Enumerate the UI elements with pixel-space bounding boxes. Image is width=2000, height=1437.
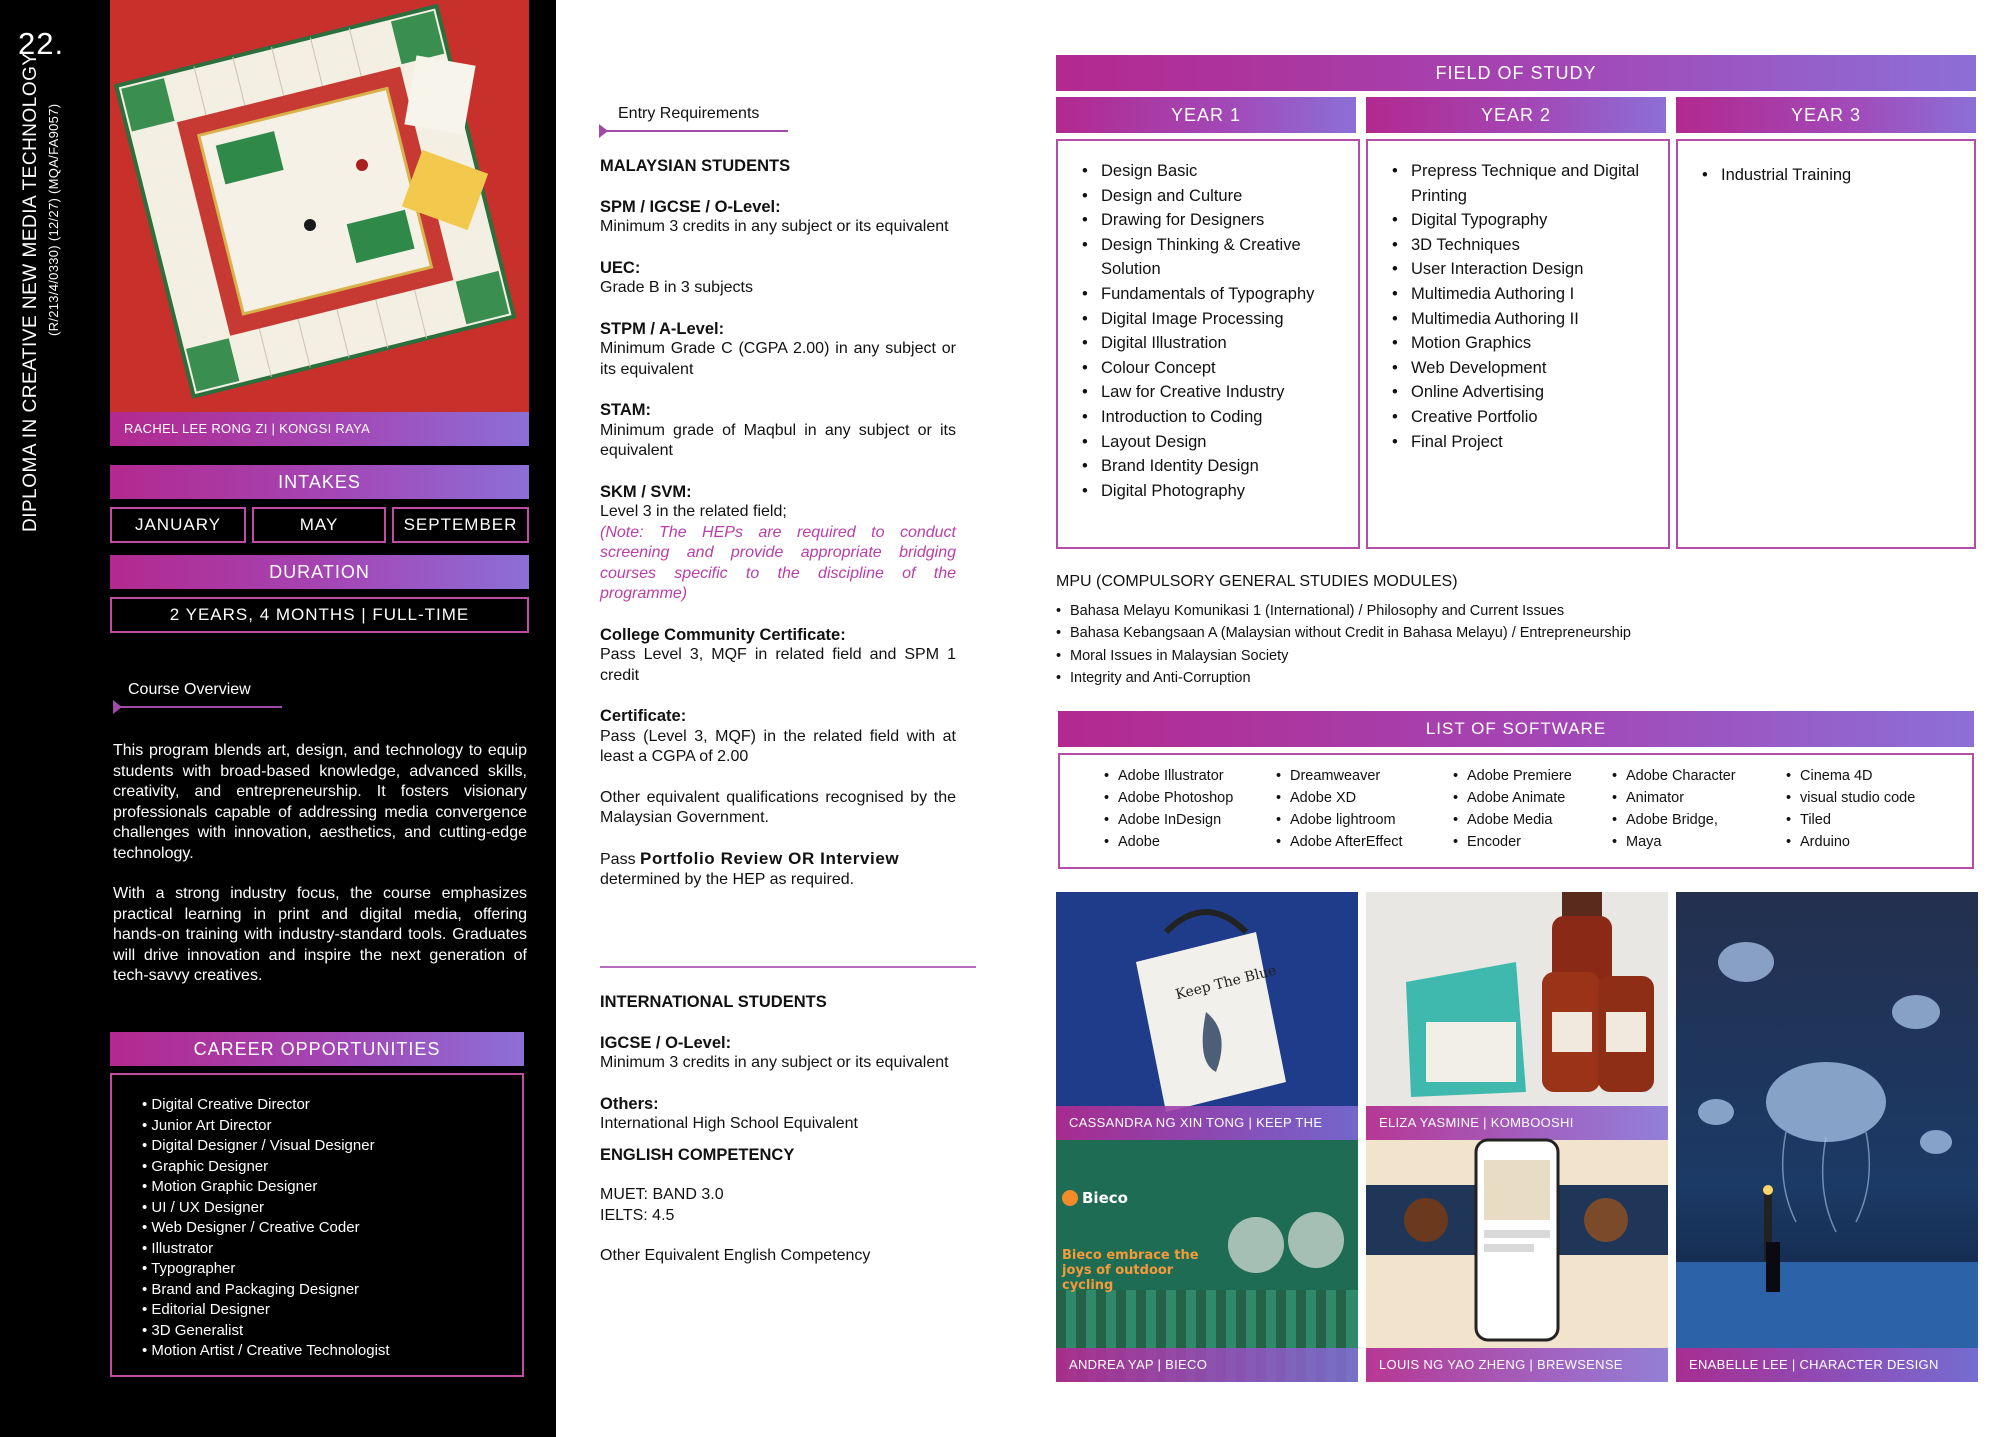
subject-item: • Layout Design — [1076, 430, 1348, 455]
subject-item: • Multimedia Authoring I — [1386, 282, 1658, 307]
gallery-image-kombooshi — [1366, 892, 1668, 1140]
software-item: • Adobe AfterEffect — [1276, 831, 1403, 853]
career-header: CAREER OPPORTUNITIES — [110, 1032, 524, 1066]
gallery-image-character-design — [1676, 892, 1978, 1382]
career-item: • UI / UX Designer — [142, 1198, 522, 1219]
section-divider — [600, 966, 976, 968]
igcse-heading: IGCSE / O-Level: — [600, 1033, 732, 1052]
subject-item: • Fundamentals of Typography — [1076, 282, 1348, 307]
year-2-header: YEAR 2 — [1366, 97, 1666, 133]
duration-header: DURATION — [110, 555, 529, 589]
career-item: • Digital Creative Director — [142, 1095, 522, 1116]
mpu-item: • Integrity and Anti-Corruption — [1056, 667, 1631, 689]
software-column — [1786, 765, 1915, 853]
subject-item: • Online Advertising — [1386, 380, 1658, 405]
skm-requirement: Level 3 in the related field; — [600, 503, 787, 520]
software-item: • Maya — [1612, 831, 1736, 853]
program-title: DIPLOMA IN CREATIVE NEW MEDIA TECHNOLOGY — [20, 52, 41, 532]
subject-item: • Brand Identity Design — [1076, 454, 1348, 479]
career-item: • Digital Designer / Visual Designer — [142, 1136, 522, 1157]
skm-heading: SKM / SVM: — [600, 482, 692, 501]
software-item: • Adobe Media — [1453, 809, 1572, 831]
cover-image — [110, 0, 529, 412]
igcse-requirement: Minimum 3 credits in any subject or its equivalent — [600, 1054, 949, 1071]
subject-item: • Prepress Technique and Digital Printing — [1386, 159, 1658, 208]
mpu-item: • Bahasa Melayu Komunikasi 1 (International) / Philosophy and Current Issues — [1056, 600, 1631, 622]
subject-item: • Multimedia Authoring II — [1386, 307, 1658, 332]
entry-requirements-international — [600, 992, 960, 1287]
certificate-requirement: Pass (Level 3, MQF) in the related field with at least a CGPA of 2.00 — [600, 727, 956, 765]
others-requirement: International High School Equivalent — [600, 1115, 858, 1132]
gallery-caption: ENABELLE LEE | CHARACTER DESIGN — [1676, 1348, 1978, 1382]
tote-bag-text: Keep The Blue — [1173, 962, 1279, 1004]
course-overview-label: Course Overview — [128, 681, 251, 698]
software-column — [1612, 765, 1736, 853]
subject-item: • Motion Graphics — [1386, 331, 1658, 356]
subject-item: • Design Thinking & Creative Solution — [1076, 233, 1348, 282]
software-item: • Adobe InDesign — [1104, 809, 1233, 831]
ielts-requirement: IELTS: 4.5 — [600, 1206, 675, 1224]
subject-item: • User Interaction Design — [1386, 257, 1658, 282]
software-item: • visual studio code — [1786, 787, 1915, 809]
portfolio-review-bold: Portfolio Review OR Interview — [640, 848, 900, 868]
course-overview-underline — [116, 706, 282, 708]
software-item: • Adobe Illustrator — [1104, 765, 1233, 787]
english-competency-heading: ENGLISH COMPETENCY — [600, 1145, 795, 1164]
international-students-heading: INTERNATIONAL STUDENTS — [600, 993, 827, 1011]
software-item: • Adobe XD — [1276, 787, 1403, 809]
gallery-image-bieco — [1056, 1140, 1358, 1382]
stam-heading: STAM: — [600, 401, 652, 419]
brewsense-app-illustration — [1366, 1140, 1668, 1382]
gallery-image-brewsense — [1366, 1140, 1668, 1382]
subject-item: • Colour Concept — [1076, 356, 1348, 381]
software-item: • Animator — [1612, 787, 1736, 809]
mpu-title: MPU (COMPULSORY GENERAL STUDIES MODULES) — [1056, 573, 1458, 590]
career-item: • Brand and Packaging Designer — [142, 1280, 522, 1301]
malaysian-students-heading: MALAYSIAN STUDENTS — [600, 157, 791, 175]
jellyfish-illustration — [1676, 892, 1978, 1382]
gallery-caption: CASSANDRA NG XIN TONG | KEEP THE — [1056, 1106, 1358, 1140]
year-2-subjects — [1366, 139, 1670, 549]
subject-item: • Industrial Training — [1696, 163, 1964, 188]
course-overview-paragraph: This program blends art, design, and technology to equip students with broad-based knowledge, advanced skills, creativity, and entrepreneurship. It fosters visionary professionals capable of addressing media convergence challenges with innovation, aesthetics, and cutting-edge technology. — [113, 742, 527, 862]
subject-item: • Law for Creative Industry — [1076, 380, 1348, 405]
software-item: • Arduino — [1786, 831, 1915, 853]
software-column — [1453, 765, 1572, 853]
career-item: • Motion Graphic Designer — [142, 1177, 522, 1198]
career-item: • Motion Artist / Creative Technologist — [142, 1341, 522, 1362]
subject-item: • Creative Portfolio — [1386, 405, 1658, 430]
software-column — [1276, 765, 1403, 853]
stam-requirement: Minimum grade of Maqbul in any subject or its equivalent — [600, 421, 956, 459]
page-number: 22. — [18, 26, 65, 61]
uec-heading: UEC: — [600, 258, 641, 277]
field-of-study-header: FIELD OF STUDY — [1056, 55, 1976, 91]
subject-item: • Digital Illustration — [1076, 331, 1348, 356]
course-overview-paragraph: With a strong industry focus, the course emphasizes practical learning in print and digital media, offering hands-on training with industry-standard tools. Graduates will drive innovation and inspire the next generation of tech-savvy creatives. — [113, 885, 527, 984]
bieco-logo: Bieco — [1082, 1189, 1128, 1207]
skm-note: (Note: The HEPs are required to conduct screening and provide appropriate bridging courses specific to the discipline of the programme) — [600, 523, 956, 602]
certificate-heading: Certificate: — [600, 707, 687, 725]
software-item: • Adobe Bridge, — [1612, 809, 1736, 831]
mpu-item: • Moral Issues in Malaysian Society — [1056, 645, 1631, 667]
muet-requirement: MUET: BAND 3.0 — [600, 1186, 724, 1203]
spm-heading: SPM / IGCSE / O-Level: — [600, 197, 781, 216]
mpu-list — [1056, 600, 1631, 690]
software-item: • Tiled — [1786, 809, 1915, 831]
career-item: • Junior Art Director — [142, 1116, 522, 1137]
bieco-tagline: Bieco embrace the joys of outdoor cycling — [1062, 1248, 1199, 1293]
career-list — [142, 1095, 522, 1362]
stpm-requirement: Minimum Grade C (CGPA 2.00) in any subject or its equivalent — [600, 340, 956, 378]
entry-requirements-label: Entry Requirements — [618, 105, 760, 122]
gallery-image-keep-the-blue — [1056, 892, 1358, 1140]
stpm-heading: STPM / A-Level: — [600, 319, 725, 338]
mpu-item: • Bahasa Kebangsaan A (Malaysian without Credit in Bahasa Melayu) / Entrepreneurship — [1056, 622, 1631, 644]
kombucha-packaging-illustration — [1366, 892, 1668, 1140]
ccc-heading: College Community Certificate: — [600, 625, 846, 644]
software-item: • Cinema 4D — [1786, 765, 1915, 787]
entry-requirements-malaysian — [600, 156, 956, 911]
entry-requirements-underline — [602, 130, 788, 132]
subject-item: • Digital Image Processing — [1076, 307, 1348, 332]
others-heading: Others: — [600, 1094, 659, 1113]
software-item: • Dreamweaver — [1276, 765, 1403, 787]
career-item: • Editorial Designer — [142, 1300, 522, 1321]
board-game-illustration — [110, 0, 529, 412]
career-item: • Illustrator — [142, 1239, 522, 1260]
portfolio-suffix: determined by the HEP as required. — [600, 871, 855, 888]
career-item: • Graphic Designer — [142, 1157, 522, 1178]
subject-item: • Design and Culture — [1076, 184, 1348, 209]
triangle-marker-icon — [599, 124, 608, 138]
career-list-box — [110, 1073, 524, 1377]
software-item: • Adobe Premiere — [1453, 765, 1572, 787]
year-1-header: YEAR 1 — [1056, 97, 1356, 133]
portfolio-prefix: Pass — [600, 850, 641, 868]
software-header: LIST OF SOFTWARE — [1058, 711, 1974, 747]
year-3-subjects — [1676, 139, 1976, 549]
intake-may: MAY — [252, 507, 386, 543]
cover-caption: RACHEL LEE RONG ZI | KONGSI RAYA — [110, 412, 529, 446]
subject-item: • Web Development — [1386, 356, 1658, 381]
software-item: • Adobe Animate — [1453, 787, 1572, 809]
year-1-subjects — [1056, 139, 1360, 549]
portfolio-requirement — [600, 849, 956, 891]
subject-item: • Design Basic — [1076, 159, 1348, 184]
career-item: • 3D Generalist — [142, 1321, 522, 1342]
subject-item: • Final Project — [1386, 430, 1658, 455]
program-code: (R/213/4/0330) (12/27) (MQA/FA9057) — [46, 103, 61, 336]
duration-value: 2 YEARS, 4 MONTHS | FULL-TIME — [110, 597, 529, 633]
subject-item: • 3D Techniques — [1386, 233, 1658, 258]
year-3-header: YEAR 3 — [1676, 97, 1976, 133]
software-item: • Adobe lightroom — [1276, 809, 1403, 831]
subject-item: • Digital Photography — [1076, 479, 1348, 504]
tote-bag-illustration — [1056, 892, 1358, 1140]
intake-january: JANUARY — [110, 507, 246, 543]
software-item: • Adobe Character — [1612, 765, 1736, 787]
triangle-marker-icon — [113, 700, 122, 714]
career-item: • Typographer — [142, 1259, 522, 1280]
gallery-caption: ELIZA YASMINE | KOMBOOSHI — [1366, 1106, 1668, 1140]
left-panel — [0, 0, 556, 1437]
gallery-caption: ANDREA YAP | BIECO — [1056, 1348, 1358, 1382]
software-item: • Adobe Photoshop — [1104, 787, 1233, 809]
software-column — [1104, 765, 1233, 853]
ccc-requirement: Pass Level 3, MQF in related field and SPM 1 credit — [600, 646, 956, 684]
software-item: • Adobe — [1104, 831, 1233, 853]
other-equivalent-note: Other equivalent qualifications recognised by the Malaysian Government. — [600, 788, 956, 826]
intake-september: SEPTEMBER — [392, 507, 529, 543]
subject-item: • Digital Typography — [1386, 208, 1658, 233]
spm-requirement: Minimum 3 credits in any subject or its equivalent — [600, 218, 949, 235]
subject-item: • Introduction to Coding — [1076, 405, 1348, 430]
software-item: • Encoder — [1453, 831, 1572, 853]
gallery-caption: LOUIS NG YAO ZHENG | BREWSENSE — [1366, 1348, 1668, 1382]
bieco-poster-illustration — [1056, 1140, 1358, 1382]
software-box — [1058, 753, 1974, 869]
subject-item: • Drawing for Designers — [1076, 208, 1348, 233]
intakes-header: INTAKES — [110, 465, 529, 499]
career-item: • Web Designer / Creative Coder — [142, 1218, 522, 1239]
english-other-note: Other Equivalent English Competency — [600, 1247, 871, 1264]
uec-requirement: Grade B in 3 subjects — [600, 279, 753, 296]
